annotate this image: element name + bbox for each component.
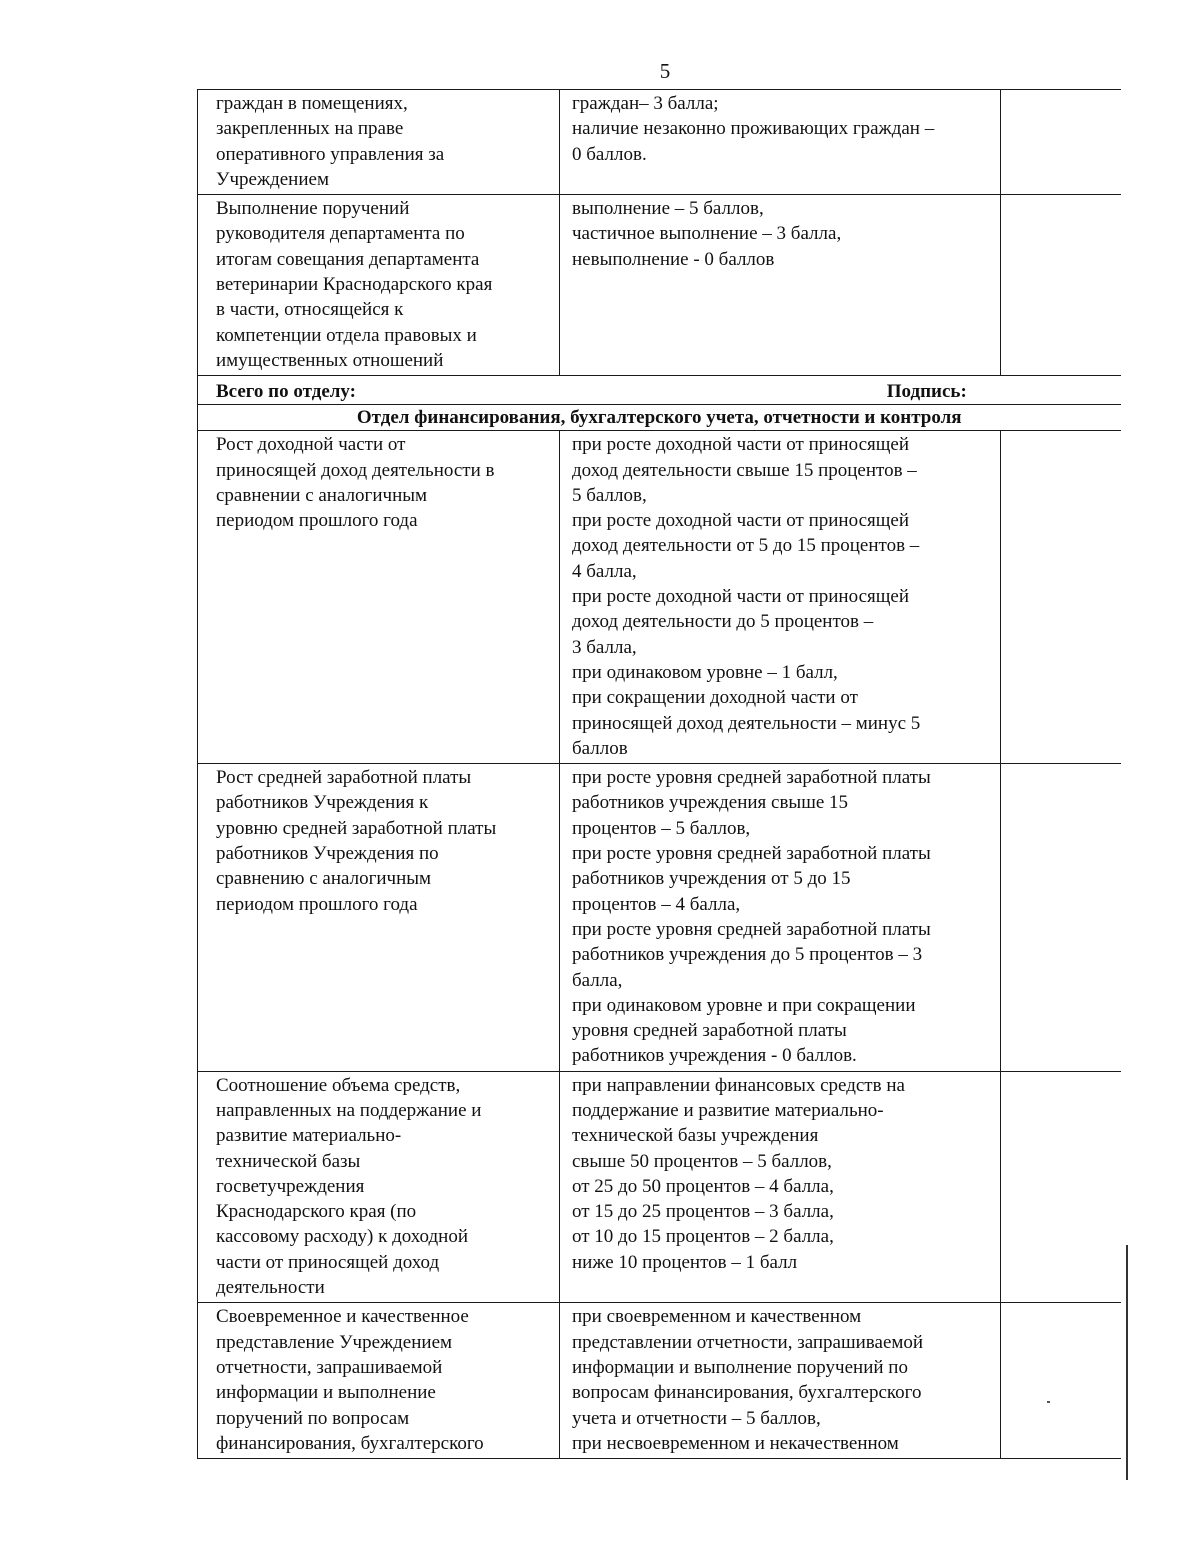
scoring-line: при одинаковом уровне и при сокращении (572, 994, 916, 1016)
scoring-line: доход деятельности от 5 до 15 процентов – (572, 535, 920, 557)
criterion-line: поручений по вопросам (216, 1407, 410, 1429)
criterion-line: Соотношение объема средств, (216, 1074, 461, 1096)
criterion-line: оперативного управления за (216, 143, 445, 165)
criteria-table (197, 89, 1121, 1459)
score-cell (1001, 764, 1121, 1072)
criterion-line: кассовому расходу) к доходной (216, 1226, 468, 1248)
criterion-line: руководителя департамента по (216, 223, 465, 245)
scoring-line: работников учреждения от 5 до 15 (572, 868, 851, 890)
scoring-line: уровня средней заработной платы (572, 1020, 847, 1042)
criterion-line: ветеринарии Краснодарского края (216, 274, 493, 296)
criterion-line: представление Учреждением (216, 1331, 453, 1353)
score-cell (1001, 431, 1121, 764)
scoring-line: при сокращении доходной части от (572, 687, 858, 709)
scoring-cell (560, 195, 1001, 376)
scoring-line: при росте уровня средней заработной платы (572, 843, 931, 865)
score-cell (1001, 1071, 1121, 1303)
criterion-line: в части, относящейся к (216, 299, 404, 321)
criterion-line: Своевременное и качественное (216, 1306, 469, 1328)
scoring-line: частичное выполнение – 3 балла, (572, 223, 842, 245)
scoring-line: работников учреждения до 5 процентов – 3 (572, 944, 923, 966)
scoring-line: невыполнение - 0 баллов (572, 248, 775, 270)
margin-line (1126, 1245, 1128, 1480)
scoring-line: 0 баллов. (572, 143, 647, 165)
scoring-line: при росте уровня средней заработной платы (572, 918, 931, 940)
score-cell (1001, 1303, 1121, 1459)
criterion-line: информации и выполнение (216, 1382, 436, 1404)
criterion-line: приносящей доход деятельности в (216, 459, 495, 481)
criterion-line: финансирования, бухгалтерского (216, 1432, 484, 1454)
total-row (198, 376, 1121, 405)
scoring-line: при своевременном и качественном (572, 1306, 862, 1328)
table-row (198, 1303, 1121, 1459)
criterion-line: госветучреждения (216, 1175, 365, 1197)
scoring-line: работников учреждения свыше 15 (572, 792, 849, 814)
page-number: 5 (659, 59, 671, 83)
scoring-line: доход деятельности свыше 15 процентов – (572, 459, 917, 481)
scoring-line: при росте доходной части от приносящей (572, 510, 909, 532)
scoring-line: информации и выполнение поручений по (572, 1356, 908, 1378)
scoring-line: при направлении финансовых средств на (572, 1074, 905, 1096)
scoring-line: поддержание и развитие материально- (572, 1099, 884, 1121)
criterion-line: Выполнение поручений (216, 198, 410, 220)
criterion-cell (198, 1303, 560, 1459)
total-label: Всего по отделу: (216, 381, 356, 403)
criterion-line: периодом прошлого года (216, 510, 418, 532)
scoring-line: доход деятельности до 5 процентов – (572, 611, 874, 633)
section-header-row (198, 405, 1121, 431)
scoring-line: учета и отчетности – 5 баллов, (572, 1407, 821, 1429)
criterion-line: Учреждением (216, 168, 329, 190)
scoring-line: граждан– 3 балла; (572, 93, 719, 114)
scoring-line: свыше 50 процентов – 5 баллов, (572, 1150, 832, 1172)
criterion-cell (198, 1071, 560, 1303)
scoring-line: при росте доходной части от приносящей (572, 586, 909, 608)
criterion-line: компетенции отдела правовых и (216, 324, 477, 346)
scoring-line: баллов (572, 737, 628, 759)
criterion-line: Рост доходной части от (216, 434, 406, 456)
scoring-line: работников учреждения - 0 баллов. (572, 1045, 857, 1067)
scoring-line: наличие незаконно проживающих граждан – (572, 118, 935, 140)
scoring-line: при росте уровня средней заработной платы (572, 767, 931, 789)
criterion-line: отчетности, запрашиваемой (216, 1356, 443, 1378)
criterion-line: работников Учреждения к (216, 792, 429, 814)
table-row (198, 1071, 1121, 1303)
scoring-line: процентов – 5 баллов, (572, 817, 751, 839)
criterion-cell (198, 195, 560, 376)
criterion-line: деятельности (216, 1277, 325, 1299)
section-title: Отдел финансирования, бухгалтерского учета, отчетности и контроля (198, 405, 1121, 431)
scoring-line: ниже 10 процентов – 1 балл (572, 1251, 798, 1273)
criterion-line: сравнению с аналогичным (216, 868, 432, 890)
scoring-line: технической базы учреждения (572, 1125, 819, 1147)
criterion-cell (198, 764, 560, 1072)
criterion-line: имущественных отношений (216, 349, 444, 371)
criterion-line: Краснодарского края (по (216, 1201, 417, 1223)
criterion-line: Рост средней заработной платы (216, 767, 472, 789)
criterion-line: работников Учреждения по (216, 843, 439, 865)
scoring-line: вопросам финансирования, бухгалтерского (572, 1382, 922, 1404)
scoring-cell (560, 431, 1001, 764)
scoring-line: от 15 до 25 процентов – 3 балла, (572, 1201, 834, 1223)
criterion-line: технической базы (216, 1150, 361, 1172)
scoring-line: от 25 до 50 процентов – 4 балла, (572, 1175, 834, 1197)
scoring-line: 4 балла, (572, 560, 637, 582)
scoring-cell (560, 90, 1001, 195)
criterion-line: уровню средней заработной платы (216, 817, 497, 839)
scoring-line: представлении отчетности, запрашиваемой (572, 1331, 924, 1353)
table-row (198, 195, 1121, 376)
scoring-cell (560, 764, 1001, 1072)
scoring-cell (560, 1303, 1001, 1459)
table-row (198, 431, 1121, 764)
table-row (198, 90, 1121, 195)
score-cell (1001, 90, 1121, 195)
scoring-line: при несвоевременном и некачественном (572, 1432, 899, 1454)
criterion-line: итогам совещания департамента (216, 248, 480, 270)
scoring-line: процентов – 4 балла, (572, 893, 741, 915)
criterion-line: периодом прошлого года (216, 893, 418, 915)
criterion-line: граждан в помещениях, (216, 93, 408, 114)
scoring-line: приносящей доход деятельности – минус 5 (572, 712, 921, 734)
scan-dot (1047, 1401, 1050, 1403)
scoring-line: при одинаковом уровне – 1 балл, (572, 661, 838, 683)
criterion-line: развитие материально- (216, 1125, 402, 1147)
criterion-cell (198, 431, 560, 764)
score-cell (1001, 195, 1121, 376)
signature-label: Подпись: (886, 381, 967, 403)
criterion-line: направленных на поддержание и (216, 1099, 482, 1121)
table-row (198, 764, 1121, 1072)
scoring-line: 3 балла, (572, 636, 637, 658)
scoring-line: от 10 до 15 процентов – 2 балла, (572, 1226, 834, 1248)
scoring-line: балла, (572, 969, 623, 991)
scoring-cell (560, 1071, 1001, 1303)
scoring-line: при росте доходной части от приносящей (572, 434, 909, 456)
criterion-line: сравнении с аналогичным (216, 484, 428, 506)
scoring-line: 5 баллов, (572, 484, 647, 506)
criterion-line: закрепленных на праве (216, 118, 404, 140)
criterion-cell (198, 90, 560, 195)
criterion-line: части от приносящей доход (216, 1251, 440, 1273)
scoring-line: выполнение – 5 баллов, (572, 198, 764, 220)
